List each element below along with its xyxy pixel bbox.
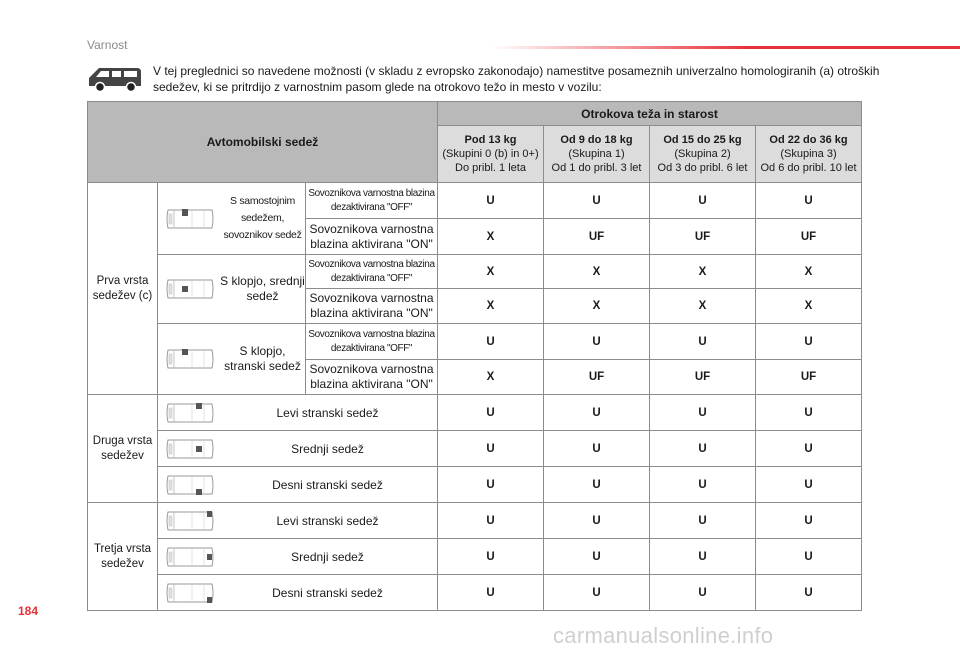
seat-value: UF: [544, 219, 650, 255]
seat-position-cell: [158, 255, 306, 324]
airbag-on-label: Sovoznikova varnostna blazina aktivirana "ON": [306, 360, 438, 395]
weight-group-header: Pod 13 kg (Skupini 0 (b) in 0+) Do pribl. 1 leta: [438, 126, 544, 183]
seat-value: U: [438, 183, 544, 219]
seat-label: Levi stranski sedež: [276, 405, 379, 420]
seat-value: X: [544, 255, 650, 289]
airbag-on-label: Sovoznikova varnostna blazina aktivirana "ON": [306, 289, 438, 324]
header-accent-rule: [490, 46, 960, 49]
seat-value: U: [650, 431, 756, 467]
seat-value: X: [438, 255, 544, 289]
car-seat-diagram-icon: [164, 472, 216, 498]
seat-value: UF: [756, 360, 862, 395]
weight-group-header: Od 15 do 25 kg (Skupina 2) Od 3 do pribl. 6 let: [650, 126, 756, 183]
seat-label: S klopjo, stranski sedež: [224, 344, 301, 373]
airbag-off-label: Sovoznikova varnostna blazina dezaktivirana "OFF": [306, 324, 438, 360]
seat-value: U: [650, 324, 756, 360]
seat-label: Levi stranski sedež: [276, 513, 379, 528]
seat-value: U: [756, 503, 862, 539]
seat-position-cell: [158, 539, 438, 575]
car-seat-diagram-icon: [164, 400, 216, 426]
seat-value: U: [544, 503, 650, 539]
seat-value: UF: [650, 219, 756, 255]
seat-value: U: [650, 467, 756, 503]
seat-position-cell: [158, 503, 438, 539]
seat-value: UF: [544, 360, 650, 395]
seat-value: U: [756, 395, 862, 431]
seat-value: U: [650, 575, 756, 611]
seat-value: X: [438, 360, 544, 395]
airbag-off-label: Sovoznikova varnostna blazina dezaktivirana "OFF": [306, 183, 438, 219]
intro-paragraph: V tej preglednici so navedene možnosti (v skladu z evropsko zakonodajo) namestitve posameznih univerzalno homologiranih (a) otroških sedežev, ki se pritrdijo z varnostnim pasom glede na otrokovo težo in mesto v vozilu:: [153, 64, 880, 94]
car-seat-diagram-icon: [164, 346, 216, 372]
seat-value: U: [756, 324, 862, 360]
seat-label: Desni stranski sedež: [272, 477, 383, 492]
seat-value: X: [544, 289, 650, 324]
seat-value: U: [650, 539, 756, 575]
van-icon: [85, 62, 143, 94]
seat-value: U: [756, 575, 862, 611]
seat-label: Srednji sedež: [291, 441, 364, 456]
seat-value: U: [438, 324, 544, 360]
seat-value: U: [650, 395, 756, 431]
seat-value: X: [756, 289, 862, 324]
weight-group-header: Od 22 do 36 kg (Skupina 3) Od 6 do pribl. 10 let: [756, 126, 862, 183]
seat-value: U: [650, 183, 756, 219]
seat-value: U: [438, 467, 544, 503]
seat-label: Desni stranski sedež: [272, 585, 383, 600]
seat-value: U: [756, 539, 862, 575]
seat-position-cell: [158, 467, 438, 503]
seat-column-header: Avtomobilski sedež: [88, 102, 438, 183]
seat-value: X: [650, 289, 756, 324]
weight-group-header: Od 9 do 18 kg (Skupina 1) Od 1 do pribl. 3 let: [544, 126, 650, 183]
seat-value: U: [544, 467, 650, 503]
seat-label: S klopjo, srednji sedež: [220, 274, 305, 303]
seat-position-cell: [158, 431, 438, 467]
seat-value: U: [756, 431, 862, 467]
seat-value: X: [438, 219, 544, 255]
seat-value: UF: [650, 360, 756, 395]
seat-value: U: [544, 324, 650, 360]
seat-value: X: [438, 289, 544, 324]
seat-value: UF: [756, 219, 862, 255]
watermark: carmanualsonline.info: [553, 623, 774, 648]
weight-column-header: Otrokova teža in starost: [438, 102, 862, 126]
seat-position-cell: [158, 183, 306, 255]
airbag-on-label: Sovoznikova varnostna blazina aktivirana "ON": [306, 219, 438, 255]
car-seat-diagram-icon: [164, 544, 216, 570]
seat-position-cell: [158, 575, 438, 611]
seat-value: X: [756, 255, 862, 289]
seat-label: Srednji sedež: [291, 549, 364, 564]
airbag-off-label: Sovoznikova varnostna blazina dezaktivirana "OFF": [306, 255, 438, 289]
seat-position-cell: [158, 395, 438, 431]
seat-position-cell: [158, 324, 306, 395]
row-group-label: Tretja vrsta sedežev: [88, 503, 158, 611]
page-number: 184: [18, 604, 39, 618]
car-seat-diagram-icon: [164, 508, 216, 534]
car-seat-diagram-icon: [164, 436, 216, 462]
seat-value: U: [438, 431, 544, 467]
seat-value: U: [438, 503, 544, 539]
seat-value: X: [650, 255, 756, 289]
row-group-label: Prva vrsta sedežev (c): [88, 183, 158, 395]
car-seat-diagram-icon: [164, 276, 216, 302]
seat-value: U: [650, 503, 756, 539]
seat-value: U: [544, 431, 650, 467]
seat-label: S samostojnim sedežem, sovoznikov sedež: [223, 195, 302, 241]
child-seat-table: [87, 101, 862, 611]
seat-value: U: [756, 467, 862, 503]
seat-value: U: [544, 575, 650, 611]
section-title: Varnost: [87, 38, 128, 52]
car-seat-diagram-icon: [164, 580, 216, 606]
seat-value: U: [438, 395, 544, 431]
seat-value: U: [756, 183, 862, 219]
row-group-label: Druga vrsta sedežev: [88, 395, 158, 503]
seat-value: U: [438, 539, 544, 575]
seat-value: U: [544, 183, 650, 219]
seat-value: U: [544, 539, 650, 575]
seat-value: U: [438, 575, 544, 611]
car-seat-diagram-icon: [164, 206, 216, 232]
seat-value: U: [544, 395, 650, 431]
